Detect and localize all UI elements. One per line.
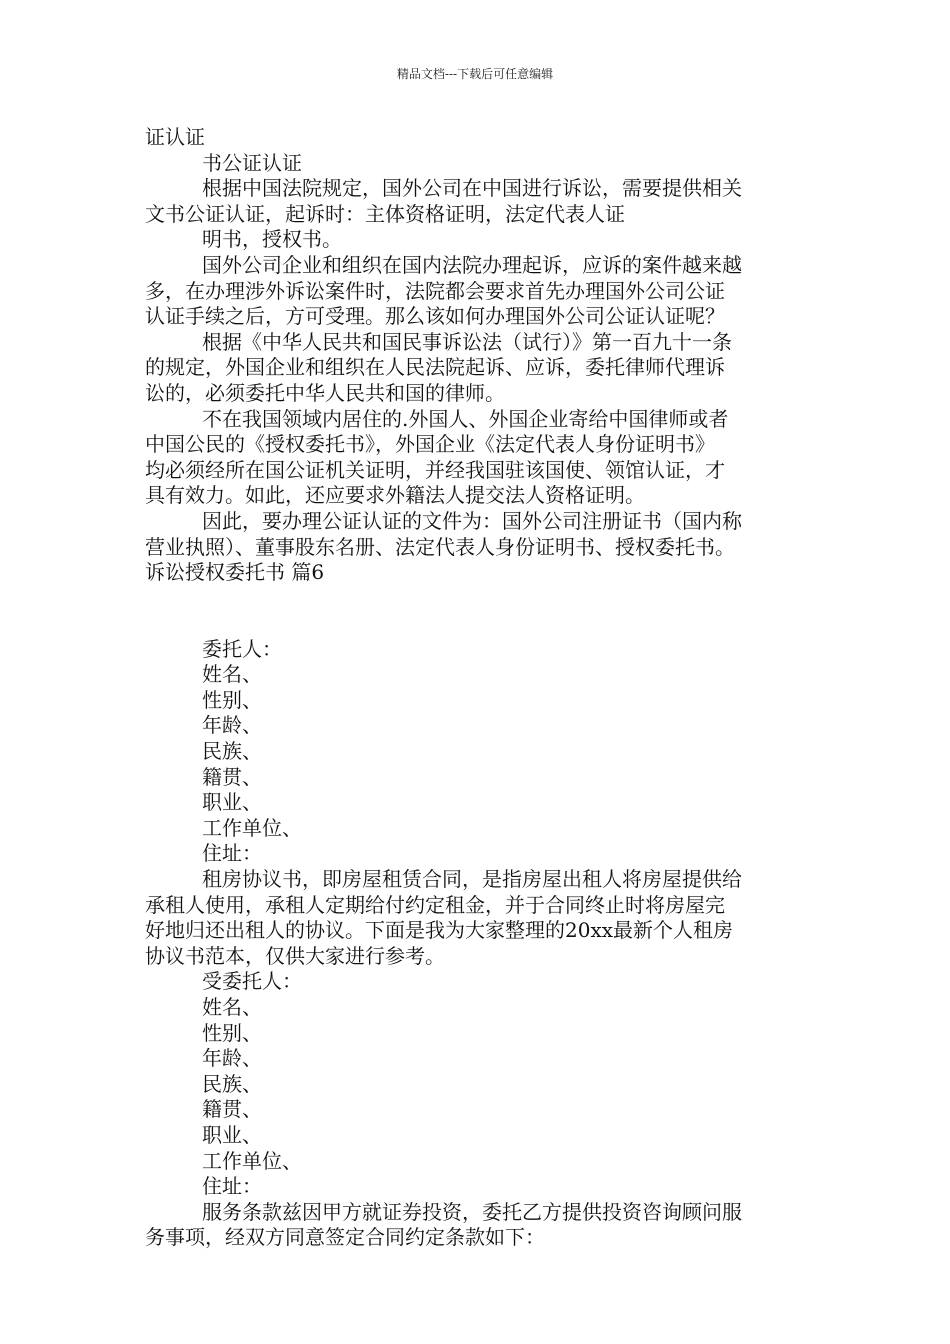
principal-heading: 委托人： — [202, 636, 282, 661]
paragraph-line: 均必须经所在国公证机关证明，并经我国驻该国使、领馆认证，才 — [145, 457, 725, 482]
paragraph-line: 认证手续之后，方可受理。那么该如何办理国外公司公证认证呢？ — [145, 304, 725, 329]
text-line: 书公证认证 — [202, 150, 302, 175]
field-employer: 工作单位、 — [202, 815, 302, 840]
text-line: 证认证 — [145, 125, 205, 149]
field-occupation: 职业、 — [202, 790, 262, 815]
paragraph-line: 好地归还出租人的协议。下面是我为大家整理的20xx最新个人租房 — [145, 918, 734, 943]
paragraph-line: 讼的，必须委托中华人民共和国的律师。 — [145, 380, 505, 405]
paragraph-line: 租房协议书，即房屋租赁合同，是指房屋出租人将房屋提供给 — [202, 867, 742, 892]
paragraph-line: 多，在办理涉外诉讼案件时，法院都会要求首先办理国外公司公证 — [145, 278, 725, 303]
field-native-place: 籍贯、 — [202, 764, 262, 789]
paragraph-line: 因此，要办理公证认证的文件为：国外公司注册证书（国内称 — [202, 508, 742, 533]
paragraph-line: 协议书范本，仅供大家进行参考。 — [145, 943, 445, 968]
field-gender: 性别、 — [202, 1020, 262, 1045]
field-name: 姓名、 — [202, 995, 262, 1019]
paragraph-line: 根据中国法院规定，国外公司在中国进行诉讼，需要提供相关 — [202, 176, 742, 201]
paragraph-line: 具有效力。如此，还应要求外籍法人提交法人资格证明。 — [145, 483, 645, 508]
paragraph-line: 明书，授权书。 — [202, 227, 342, 252]
field-age: 年龄、 — [202, 1046, 262, 1071]
field-ethnicity: 民族、 — [202, 1071, 262, 1096]
field-ethnicity: 民族、 — [202, 739, 262, 764]
field-age: 年龄、 — [202, 713, 262, 738]
field-address: 住址： — [202, 1174, 262, 1199]
paragraph-line: 的规定，外国企业和组织在人民法院起诉、应诉，委托律师代理诉 — [145, 355, 725, 380]
paragraph-line: 国外公司企业和组织在国内法院办理起诉，应诉的案件越来越 — [202, 252, 742, 277]
page-header: 精品文档---下载后可任意编辑 — [396, 67, 554, 81]
paragraph-line: 根据《中华人民共和国民事诉讼法（试行）》第一百九十一条 — [202, 329, 732, 354]
agent-heading: 受委托人： — [202, 969, 302, 994]
paragraph-line: 中国公民的《授权委托书》，外国企业《法定代表人身份证明书》 — [145, 432, 715, 457]
field-occupation: 职业、 — [202, 1122, 262, 1147]
field-address: 住址： — [202, 841, 262, 866]
paragraph-line: 营业执照）、董事股东名册、法定代表人身份证明书、授权委托书。 — [145, 534, 735, 559]
paragraph-line: 承租人使用，承租人定期给付约定租金，并于合同终止时将房屋完 — [145, 892, 725, 917]
paragraph-line: 不在我国领域内居住的.外国人、外国企业寄给中国律师或者 — [202, 406, 729, 431]
paragraph-line: 文书公证认证，起诉时：主体资格证明，法定代表人证 — [145, 201, 625, 226]
field-name: 姓名、 — [202, 662, 262, 687]
paragraph-line: 务事项，经双方同意签定合同约定条款如下： — [145, 1225, 545, 1250]
field-employer: 工作单位、 — [202, 1148, 302, 1173]
paragraph-line: 服务条款兹因甲方就证券投资，委托乙方提供投资咨询顾问服 — [202, 1199, 742, 1224]
field-gender: 性别、 — [202, 687, 262, 712]
blank-gap — [145, 586, 835, 637]
field-native-place: 籍贯、 — [202, 1097, 262, 1122]
document-body — [145, 125, 835, 1251]
section-heading: 诉讼授权委托书 篇6 — [145, 560, 325, 585]
